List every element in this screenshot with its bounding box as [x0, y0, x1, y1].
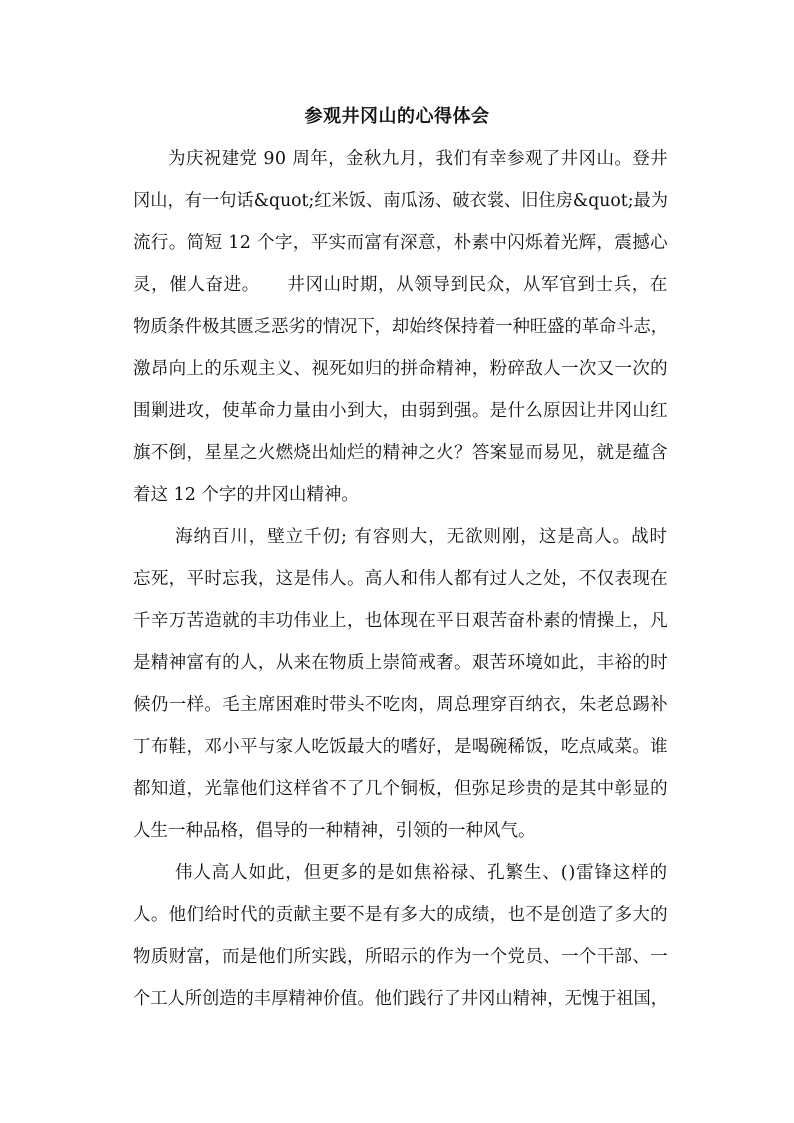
- paragraph-line: 物质财富，而是他们所实践，所昭示的作为一个党员、一个干部、一: [133, 947, 668, 967]
- paragraph-line: 伟人高人如此，但更多的是如焦裕禄、孔繁生、()雷锋这样的: [175, 863, 668, 883]
- paragraph-line: 是精神富有的人，从来在物质上崇简戒奢。艰苦环境如此，丰裕的时: [133, 653, 668, 673]
- paragraph-line: 人。他们给时代的贡献主要不是有多大的成绩，也不是创造了多大的: [133, 905, 668, 925]
- paragraph-line: 忘死，平时忘我，这是伟人。高人和伟人都有过人之处，不仅表现在: [133, 569, 668, 589]
- paragraph-line: 流行。简短 12 个字，平实而富有深意，朴素中闪烁着光辉，震撼心: [133, 233, 668, 253]
- paragraph-line: 灵，催人奋进。 井冈山时期，从领导到民众，从军官到士兵，在: [133, 275, 668, 295]
- paragraph-line: 围剿进攻，使革命力量由小到大，由弱到强。是什么原因让井冈山红: [133, 401, 668, 421]
- paragraph-line: 丁布鞋，邓小平与家人吃饭最大的嗜好，是喝碗稀饭，吃点咸菜。谁: [133, 737, 668, 757]
- paragraph-line: 旗不倒，星星之火燃烧出灿烂的精神之火？答案显而易见，就是蕴含: [133, 443, 668, 463]
- paragraph-line: 候仍一样。毛主席困难时带头不吃肉，周总理穿百纳衣，朱老总踢补: [133, 695, 668, 715]
- document-title: 参观井冈山的心得体会: [304, 106, 490, 127]
- paragraph-line: 个工人所创造的丰厚精神价值。他们践行了井冈山精神，无愧于祖国，: [133, 989, 668, 1009]
- paragraph-line: 千辛万苦造就的丰功伟业上，也体现在平日艰苦奋朴素的情操上，凡: [133, 611, 668, 631]
- paragraph-line: 都知道，光靠他们这样省不了几个铜板，但弥足珍贵的是其中彰显的: [133, 779, 668, 799]
- paragraph-line: 着这 12 个字的井冈山精神。: [133, 485, 359, 505]
- paragraph-line: 物质条件极其匮乏恶劣的情况下，却始终保持着一种旺盛的革命斗志，: [133, 317, 668, 337]
- paragraph-line: 激昂向上的乐观主义、视死如归的拼命精神，粉碎敌人一次又一次的: [133, 359, 668, 379]
- paragraph-line: 海纳百川，壁立千仞; 有容则大，无欲则刚，这是高人。战时: [175, 527, 668, 547]
- paragraph-line: 为庆祝建党 90 周年，金秋九月，我们有幸参观了井冈山。登井: [168, 149, 668, 169]
- paragraph-line: 人生一种品格，倡导的一种精神，引领的一种风气。: [133, 821, 536, 841]
- paragraph-line: 冈山，有一句话&quot;红米饭、南瓜汤、破衣裳、旧住房&quot;最为: [133, 191, 668, 211]
